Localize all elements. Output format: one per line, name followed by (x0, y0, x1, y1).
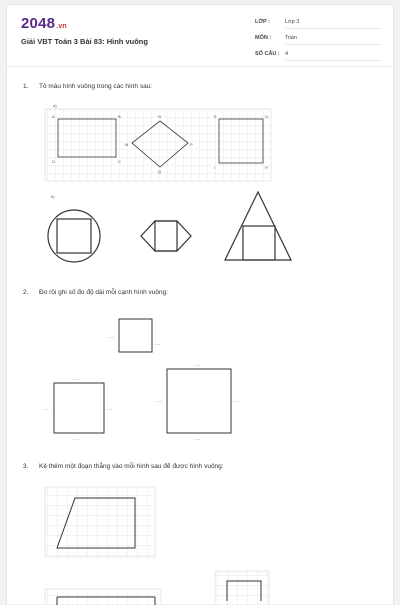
vertex-c: C (118, 159, 121, 164)
question-text: Kẻ thêm một đoạn thẳng vào mỗi hình sau để được hình vuông: (39, 463, 224, 470)
vertex-d: D (52, 159, 55, 164)
blank-bottom: ..... (73, 436, 80, 441)
logo-suffix: .vn (56, 23, 67, 30)
small-square[interactable] (119, 319, 152, 352)
vertex-a: A (52, 114, 55, 119)
vertex-g: G (265, 114, 269, 119)
vertex-n: N (158, 114, 161, 119)
page-title: Giải VBT Toán 3 Bài 83: Hình vuông (21, 37, 148, 46)
circle-shape (48, 210, 100, 262)
blank-right: ..... (233, 398, 240, 403)
blank-left: ..... (156, 398, 163, 403)
worksheet-page (6, 4, 394, 604)
vertex-m: M (125, 142, 129, 147)
subject-label: MÔN : (255, 35, 272, 41)
q2-figures (43, 319, 239, 441)
vertex-e: E (214, 114, 217, 119)
blank-right: ..... (154, 341, 161, 346)
blank-left: ..... (43, 406, 50, 411)
square-in-circle[interactable] (57, 219, 91, 253)
q1-part-a (45, 103, 271, 181)
question-text: Tô màu hình vuông trong các hình sau: (39, 83, 153, 90)
grade-value: Lớp 3 (285, 19, 381, 29)
square-in-triangle[interactable] (243, 226, 275, 260)
q1-part-b (48, 192, 291, 262)
vertex-b: B (118, 114, 121, 119)
vertex-i: I (214, 165, 216, 170)
question-count-label: SỐ CÂU : (255, 51, 280, 57)
blank-left: ..... (108, 334, 115, 339)
vertex-q: Q (158, 169, 162, 174)
q3-figures (45, 487, 269, 605)
medium-square[interactable] (54, 383, 104, 433)
grade-label: LỚP : (255, 19, 270, 25)
figures-canvas (7, 5, 395, 605)
part-b-label: b) (51, 194, 55, 199)
blank-bottom: ..... (194, 436, 201, 441)
large-square[interactable] (167, 369, 231, 433)
question-count-value: 4 (285, 51, 381, 61)
hexagon-shape (141, 221, 191, 251)
question-number: 3. (23, 463, 29, 470)
subject-value: Toán (285, 35, 381, 45)
blank-top: ..... (73, 376, 80, 381)
vertex-h: H (265, 165, 268, 170)
vertex-p: P (190, 142, 193, 147)
question-number: 1. (23, 83, 29, 90)
logo-text: 2048 (21, 15, 56, 32)
part-a-label: a) (53, 103, 57, 108)
square-in-hexagon[interactable] (155, 221, 177, 251)
question-text: Đo rồi ghi số đo độ dài mỗi cạnh hình vuông: (39, 289, 169, 296)
question-number: 2. (23, 289, 29, 296)
blank-right: ..... (106, 406, 113, 411)
blank-top: ..... (194, 362, 201, 367)
